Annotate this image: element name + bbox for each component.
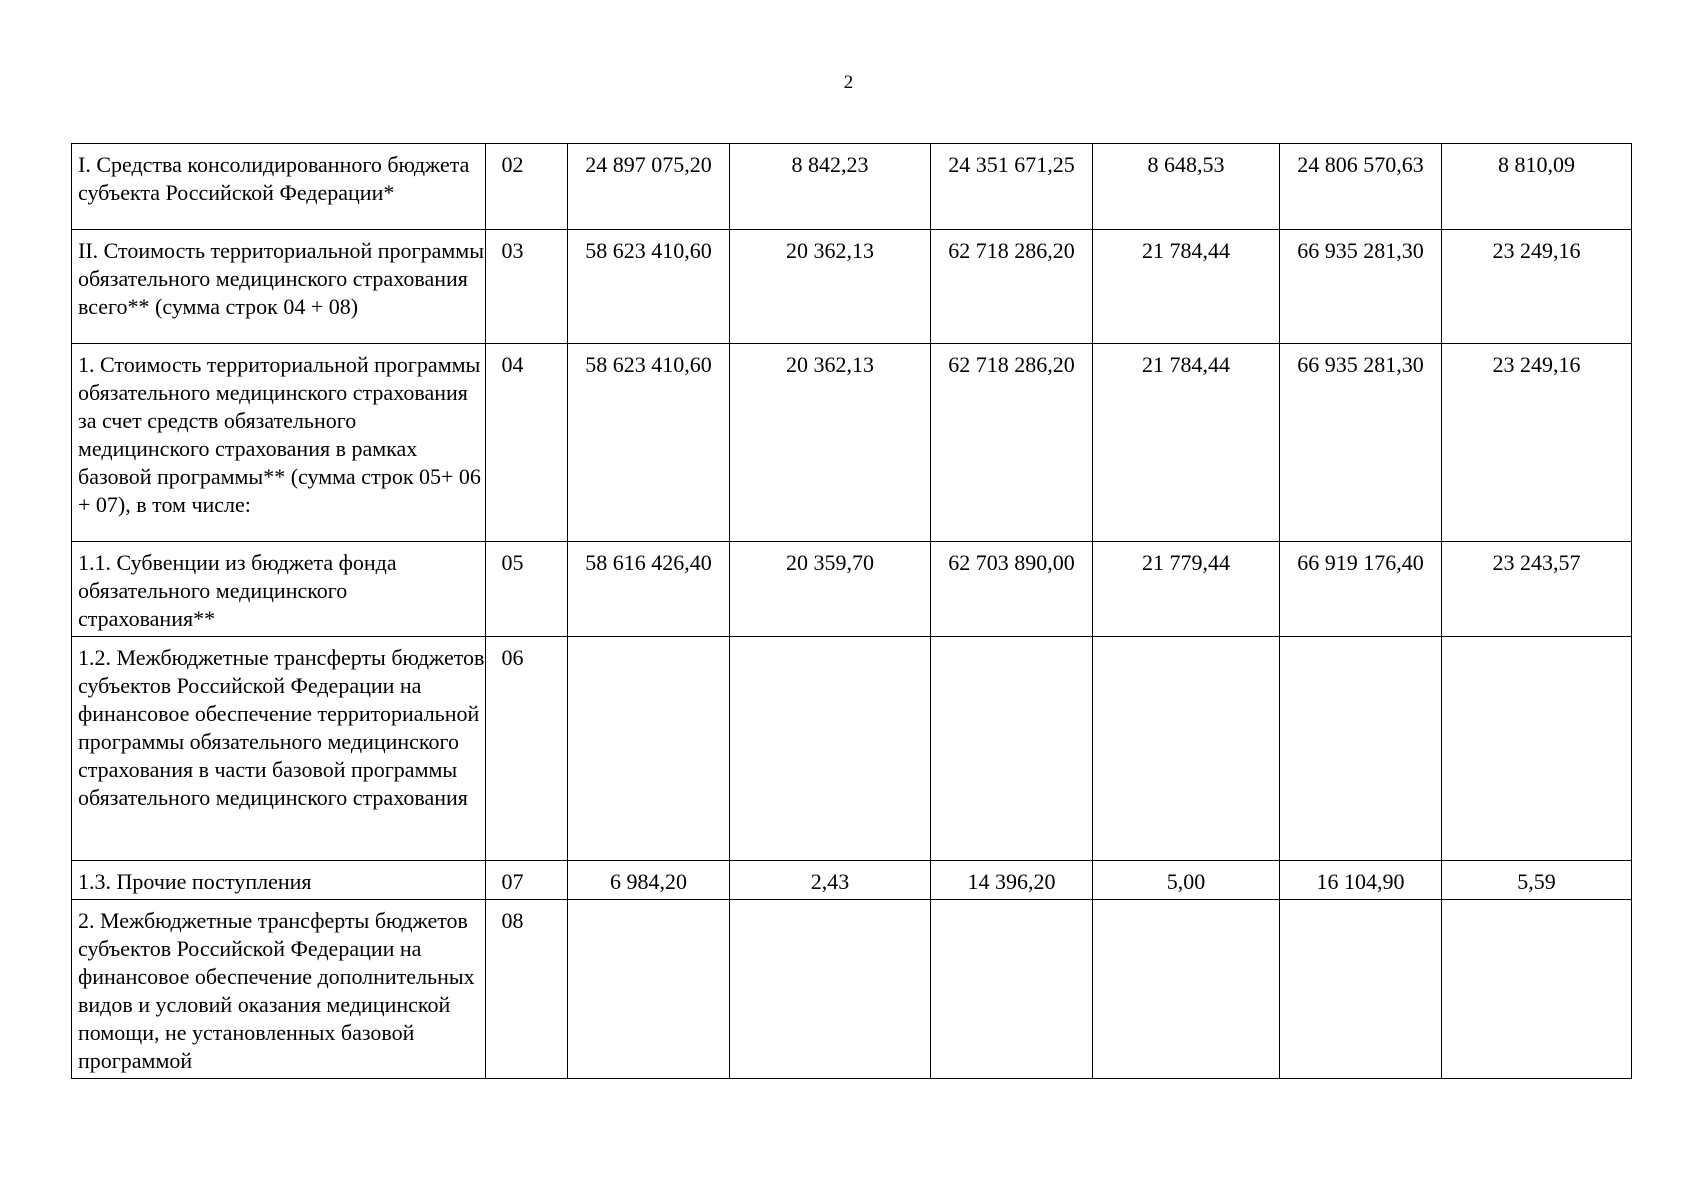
row-value: [931, 637, 1093, 861]
row-value: 6 984,20: [568, 861, 730, 900]
row-name: II. Стоимость территориальной программы обязательного медицинского страхования всего** (сумма строк 04 + 08): [72, 230, 486, 344]
financing-table: [71, 143, 1632, 1079]
row-value: 66 935 281,30: [1280, 230, 1442, 344]
row-value: 24 897 075,20: [568, 144, 730, 230]
row-value: 62 703 890,00: [931, 542, 1093, 637]
row-value: [568, 900, 730, 1079]
row-value: 14 396,20: [931, 861, 1093, 900]
row-name: 1.3. Прочие поступления: [72, 861, 486, 900]
row-value: 66 935 281,30: [1280, 344, 1442, 542]
row-value: 20 362,13: [730, 344, 931, 542]
row-name: I. Средства консолидированного бюджета субъекта Российской Федерации*: [72, 144, 486, 230]
row-value: [568, 637, 730, 861]
row-value: 21 784,44: [1093, 344, 1280, 542]
row-value: [730, 900, 931, 1079]
row-value: [1280, 900, 1442, 1079]
row-name: 1. Стоимость территориальной программы обязательного медицинского страхования за счет средств обязательного медицинского страхования в рамках базовой программы** (сумма строк 05+ 06 + 07), в том числе:: [72, 344, 486, 542]
table-row: [72, 230, 1632, 344]
row-value: 58 623 410,60: [568, 230, 730, 344]
table-row: [72, 637, 1632, 861]
table-row: [72, 900, 1632, 1079]
row-value: [931, 900, 1093, 1079]
row-value: 23 249,16: [1442, 230, 1632, 344]
row-value: [1093, 900, 1280, 1079]
row-value: 5,00: [1093, 861, 1280, 900]
row-value: 20 359,70: [730, 542, 931, 637]
row-value: 21 779,44: [1093, 542, 1280, 637]
table-row: [72, 344, 1632, 542]
row-value: 58 623 410,60: [568, 344, 730, 542]
row-value: 23 249,16: [1442, 344, 1632, 542]
row-code: 06: [486, 637, 568, 861]
row-value: [1093, 637, 1280, 861]
row-code: 08: [486, 900, 568, 1079]
row-value: [730, 637, 931, 861]
row-value: 8 648,53: [1093, 144, 1280, 230]
row-value: 5,59: [1442, 861, 1632, 900]
row-value: 58 616 426,40: [568, 542, 730, 637]
row-value: 16 104,90: [1280, 861, 1442, 900]
row-value: 23 243,57: [1442, 542, 1632, 637]
row-value: 8 810,09: [1442, 144, 1632, 230]
row-code: 02: [486, 144, 568, 230]
row-value: 62 718 286,20: [931, 230, 1093, 344]
row-value: [1442, 900, 1632, 1079]
row-value: 66 919 176,40: [1280, 542, 1442, 637]
page-number: 2: [843, 72, 854, 93]
row-name: 1.1. Субвенции из бюджета фонда обязательного медицинского страхования**: [72, 542, 486, 637]
row-value: 21 784,44: [1093, 230, 1280, 344]
row-value: 8 842,23: [730, 144, 931, 230]
row-value: 20 362,13: [730, 230, 931, 344]
table-row: [72, 542, 1632, 637]
row-value: [1280, 637, 1442, 861]
row-name: 1.2. Межбюджетные трансферты бюджетов субъектов Российской Федерации на финансовое обеспечение территориальной программы обязательного медицинского страхования в части базовой программы обязательного медицинского страхования: [72, 637, 486, 861]
row-value: 62 718 286,20: [931, 344, 1093, 542]
row-value: 24 351 671,25: [931, 144, 1093, 230]
row-code: 05: [486, 542, 568, 637]
row-code: 03: [486, 230, 568, 344]
row-value: [1442, 637, 1632, 861]
row-code: 04: [486, 344, 568, 542]
row-code: 07: [486, 861, 568, 900]
row-value: 2,43: [730, 861, 931, 900]
row-value: 24 806 570,63: [1280, 144, 1442, 230]
row-name: 2. Межбюджетные трансферты бюджетов субъектов Российской Федерации на финансовое обеспечение дополнительных видов и условий оказания медицинской помощи, не установленных базовой программой: [72, 900, 486, 1079]
table-row: [72, 144, 1632, 230]
table-row: [72, 861, 1632, 900]
